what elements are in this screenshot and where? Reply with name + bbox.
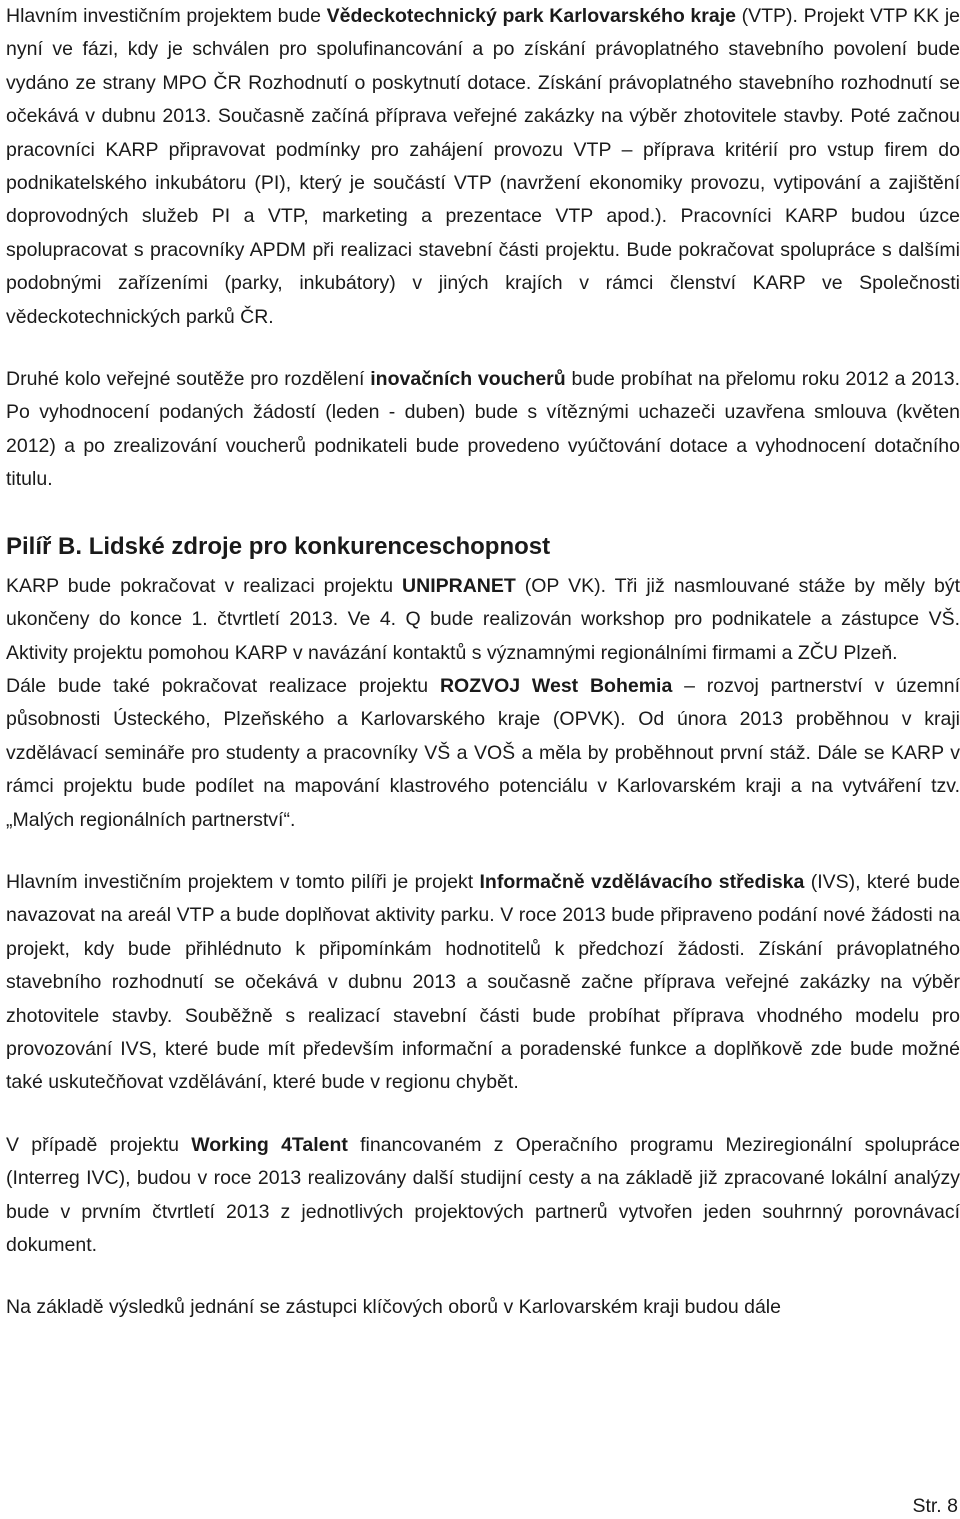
paragraph-text: KARP bude pokračovat v realizaci projektu (6, 574, 403, 597)
paragraph-text: V případě projektu (6, 1133, 192, 1156)
paragraph-unipranet (6, 570, 960, 670)
spacer (6, 497, 960, 526)
paragraph-text: Druhé kolo veřejné soutěže pro rozdělení (6, 368, 371, 391)
spacer (6, 1262, 960, 1291)
paragraph-text: – rozvoj partnerství v územní působnosti Ústeckého, Plzeňského a Karlovarského kraje (OPVK). Od února 2013 proběhnou v kraji vzdělávací semináře pro studenty a pracovníky VŠ a VOŠ a měla by proběhnout první stáž. Dále se KARP v rámci projektu bude podílet na mapování klastrového potenciálu v Karlovarském kraji a na vytváření tzv. „Malých regionálních partnerství“. (6, 674, 960, 831)
paragraph-text: Hlavním investičním projektem bude (6, 5, 327, 27)
bold-term: inovačních voucherů (370, 368, 566, 391)
paragraph-text: (IVS), které bude navazovat na areál VTP a bude doplňovat aktivity parku. V roce 2013 bude připraveno podání nové žádosti na projekt, kdy bude přihlédnuto k připomínkám hodnotitelů k předchozí žádosti. Získání právoplatného stavebního rozhodnutí se očekává v dubnu 2013 a současně začne příprava veřejné zakázky na výběr zhotovitele stavby. Souběžně s realizací stavební části bude probíhat příprava vhodného modelu pro provozování IVS, které bude mít především informační a poradenské funkce a doplňkově zde bude možné také uskutečňovat vzdělávání, které bude v regionu chybět. (6, 870, 960, 1094)
bold-project-name: UNIPRANET (402, 574, 516, 597)
paragraph-text: (OP VK). Tři již nasmlouvané stáže by měly být ukončeny do konce 1. čtvrtletí 2013. Ve 4. Q bude realizován workshop pro podnikatele a zástupce VŠ. Aktivity projektu pomohou KARP v navázání kontaktů s významnými regionálními firmami a ZČU Plzeň. (6, 574, 960, 664)
paragraph-final (6, 1291, 960, 1324)
paragraph-text: Dále bude také pokračovat realizace projektu (6, 674, 440, 697)
spacer (6, 837, 960, 866)
spacer (6, 334, 960, 363)
paragraph-vtp (6, 0, 960, 334)
bold-project-name: ROZVOJ West Bohemia (439, 674, 673, 697)
spacer (6, 1100, 960, 1129)
paragraph-working4talent (6, 1129, 960, 1263)
paragraph-text: Na základě výsledků jednání se zástupci klíčových oborů v Karlovarském kraji budou dále (6, 1296, 781, 1319)
paragraph-vouchers (6, 363, 960, 497)
document-page (6, 0, 960, 1325)
page-number: Str. 8 (912, 1495, 958, 1517)
paragraph-ivs (6, 866, 960, 1100)
section-heading: Pilíř B. Lidské zdroje pro konkurenceschopnost (6, 532, 551, 560)
paragraph-text: financovaném z Operačního programu Meziregionální spolupráce (Interreg IVC), budou v roce 2013 realizovány další studijní cesty a na základě již zpracované lokální analýzy bude v prvním čtvrtletí 2013 z jednotlivých projektových partnerů vytvořen jeden souhrnný porovnávací dokument. (6, 1133, 960, 1256)
bold-project-name: Working 4Talent (191, 1133, 348, 1156)
paragraph-rozvoj (6, 670, 960, 837)
paragraph-text: (VTP). Projekt VTP KK je nyní ve fázi, kdy je schválen pro spolufinancování a po získání právoplatného stavebního povolení bude vydáno ze strany MPO ČR Rozhodnutí o poskytnutí dotace. Získání právoplatného stavebního rozhodnutí se očekává v dubnu 2013. Současně začíná příprava veřejné zakázky na výběr zhotovitele stavby. Poté začnou pracovníci KARP připravovat podmínky pro zahájení provozu VTP – příprava kritérií pro vstup firem do podnikatelského inkubátoru (PI), který je součástí VTP (navržení ekonomiky provozu, vytipování a zajištění doprovodných služeb PI a VTP, marketing a prezentace VTP apod.). Pracovníci KARP budou úzce spolupracovat s pracovníky APDM při realizaci stavební části projektu. Bude pokračovat spolupráce s dalšími podobnými zařízeními (parky, inkubátory) v jiných krajích v rámci členství KARP ve Společnosti vědeckotechnických parků ČR. (6, 5, 960, 328)
paragraph-text: bude probíhat na přelomu roku 2012 a 2013. Po vyhodnocení podaných žádostí (leden - duben) bude s vítěznými uchazeči uzavřena smlouva (květen 2012) a po zrealizování voucherů podnikateli bude provedeno vyúčtování dotace a vyhodnocení dotačního titulu. (6, 368, 960, 491)
bold-project-name: Informačně vzdělávacího střediska (479, 870, 805, 893)
paragraph-text: Hlavním investičním projektem v tomto pilíři je projekt (6, 870, 480, 893)
bold-project-name: Vědeckotechnický park Karlovarského kraje (326, 5, 736, 27)
